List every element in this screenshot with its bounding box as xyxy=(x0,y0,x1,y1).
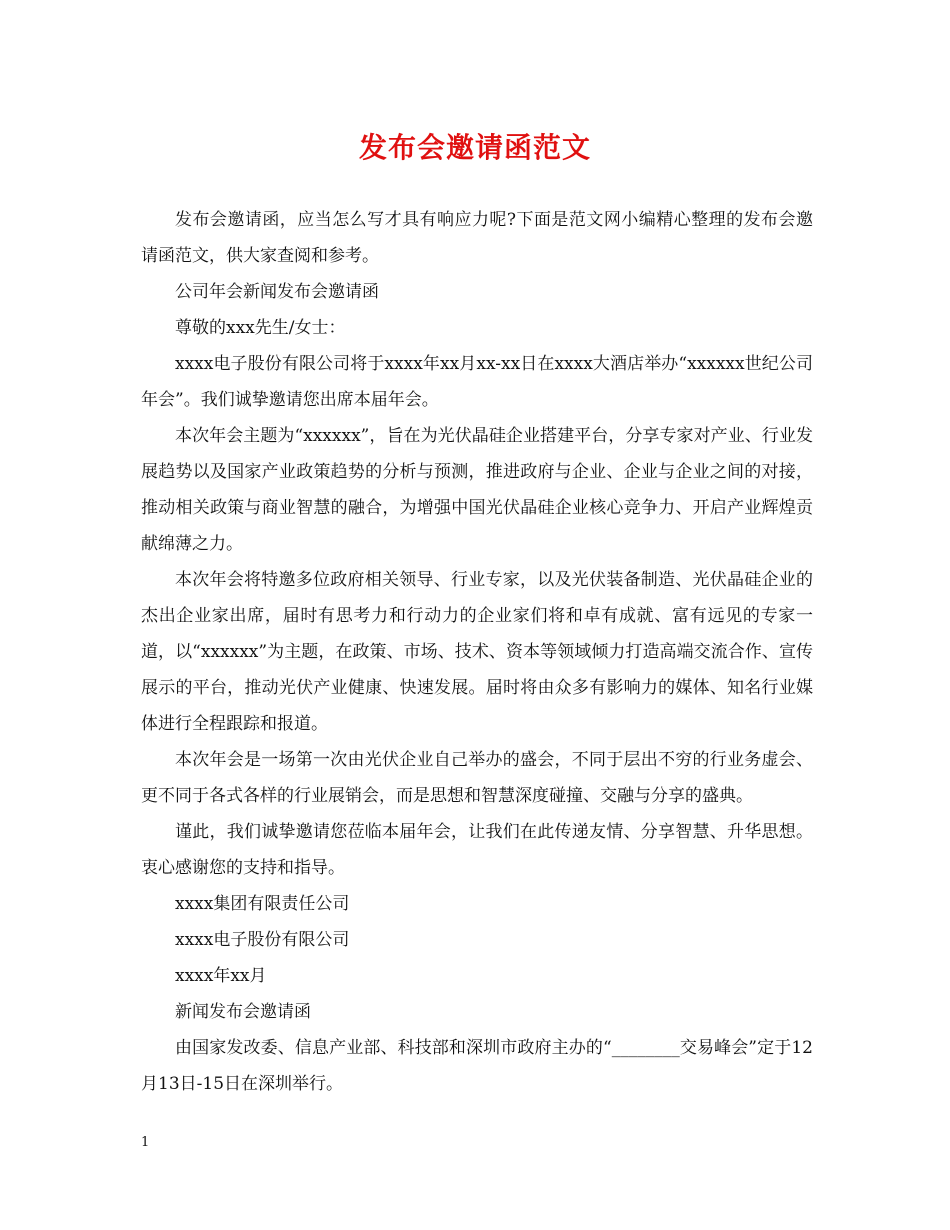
signature-group: xxxx集团有限责任公司 xyxy=(175,894,350,914)
closing-paragraph: 谨此，我们诚挚邀请您莅临本届年会，让我们在此传递友情、分享智慧、升华思想。衷心感谢您的支持和指导。 xyxy=(141,822,813,878)
guests-paragraph: 本次年会将特邀多位政府相关领导、行业专家，以及光伏装备制造、光伏晶硅企业的杰出企业家出席，届时有思考力和行动力的企业家们将和卓有成就、富有远见的专家一道，以“xxxxxx”为主题，在政策、市场、技术、资本等领域倾力打造高端交流合作、宣传展示的平台，推动光伏产业健康、快速发展。届时将由众多有影响力的媒体、知名行业媒体进行全程跟踪和报道。 xyxy=(141,570,813,734)
second-section-heading: 新闻发布会邀请函 xyxy=(175,1002,311,1022)
document-body xyxy=(141,202,813,1102)
page-number: 1 xyxy=(141,1135,150,1150)
event-nature-paragraph: 本次年会是一场第一次由光伏企业自己举办的盛会，不同于层出不穷的行业务虚会、更不同于各式各样的行业展销会，而是思想和智慧深度碰撞、交融与分享的盛典。 xyxy=(141,750,813,806)
signature-date: xxxx年xx月 xyxy=(175,966,267,986)
theme-paragraph: 本次年会主题为“xxxxxx”，旨在为光伏晶硅企业搭建平台，分享专家对产业、行业发展趋势以及国家产业政策趋势的分析与预测，推进政府与企业、企业与企业之间的对接，推动相关政策与商业智慧的融合，为增强中国光伏晶硅企业核心竞争力、开启产业辉煌贡献绵薄之力。 xyxy=(141,426,813,554)
intro-paragraph: 发布会邀请函，应当怎么写才具有响应力呢?下面是范文网小编精心整理的发布会邀请函范文，供大家查阅和参考。 xyxy=(141,210,813,266)
salutation: 尊敬的xxx先生/女士： xyxy=(175,318,346,338)
section-heading: 公司年会新闻发布会邀请函 xyxy=(175,282,379,302)
invitation-paragraph: xxxx电子股份有限公司将于xxxx年xx月xx-xx日在xxxx大酒店举办“xxxxxx世纪公司年会”。我们诚挚邀请您出席本届年会。 xyxy=(141,354,813,410)
summit-paragraph: 由国家发改委、信息产业部、科技部和深圳市政府主办的“________交易峰会”定于12月13日-15日在深圳举行。 xyxy=(141,1038,813,1094)
document-title: 发布会邀请函范文 xyxy=(358,131,591,164)
signature-company: xxxx电子股份有限公司 xyxy=(175,930,350,950)
